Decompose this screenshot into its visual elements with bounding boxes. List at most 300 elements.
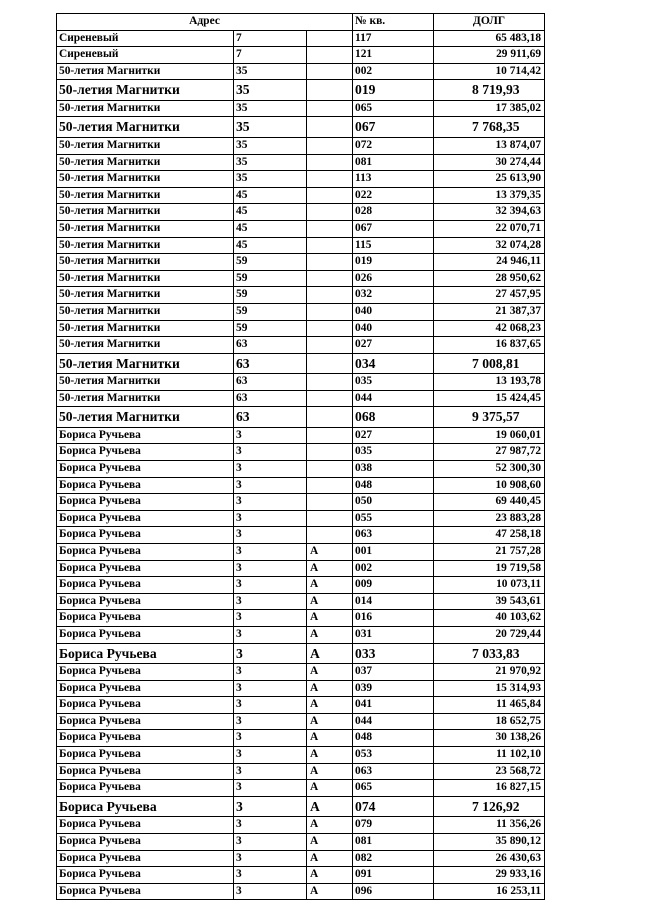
table-row: [57, 747, 545, 764]
apartment-cell: 019: [353, 80, 434, 101]
table-row: [57, 664, 545, 681]
apartment-cell: 037: [353, 664, 434, 681]
debt-cell: 7 768,35: [434, 117, 545, 138]
table-row: [57, 477, 545, 494]
debt-cell: 42 068,23: [434, 320, 545, 337]
debt-cell: 29 933,16: [434, 867, 545, 884]
debt-cell: 69 440,45: [434, 494, 545, 511]
building-letter-cell: А: [307, 850, 353, 867]
table-row: [57, 204, 545, 221]
table-row: [57, 544, 545, 561]
house-cell: 59: [234, 254, 307, 271]
building-letter-cell: [307, 444, 353, 461]
street-cell: Бориса Ручьева: [57, 680, 234, 697]
street-cell: Бориса Ручьева: [57, 627, 234, 644]
house-cell: 35: [234, 137, 307, 154]
debt-cell: 9 375,57: [434, 407, 545, 428]
table-row: [57, 80, 545, 101]
apartment-cell: 053: [353, 747, 434, 764]
table-row: [57, 47, 545, 64]
building-letter-cell: [307, 494, 353, 511]
debt-cell: 21 757,28: [434, 544, 545, 561]
street-cell: Бориса Ручьева: [57, 494, 234, 511]
table-row: [57, 510, 545, 527]
debt-cell: 13 193,78: [434, 374, 545, 391]
house-cell: 63: [234, 353, 307, 374]
debt-cell: 40 103,62: [434, 610, 545, 627]
street-cell: Бориса Ручьева: [57, 796, 234, 817]
apartment-cell: 040: [353, 303, 434, 320]
house-cell: 59: [234, 320, 307, 337]
header-address: Адрес: [57, 14, 353, 31]
table-row: [57, 374, 545, 391]
house-cell: 3: [234, 850, 307, 867]
table-row: [57, 713, 545, 730]
building-letter-cell: [307, 137, 353, 154]
street-cell: Бориса Ручьева: [57, 560, 234, 577]
table-row: [57, 780, 545, 797]
debt-cell: 16 827,15: [434, 780, 545, 797]
debt-cell: 19 060,01: [434, 427, 545, 444]
house-cell: 3: [234, 494, 307, 511]
apartment-cell: 032: [353, 287, 434, 304]
building-letter-cell: [307, 337, 353, 354]
building-letter-cell: [307, 527, 353, 544]
building-letter-cell: А: [307, 747, 353, 764]
apartment-cell: 074: [353, 796, 434, 817]
apartment-cell: 121: [353, 47, 434, 64]
apartment-cell: 115: [353, 237, 434, 254]
building-letter-cell: А: [307, 544, 353, 561]
house-cell: 59: [234, 287, 307, 304]
building-letter-cell: А: [307, 697, 353, 714]
debt-cell: 24 946,11: [434, 254, 545, 271]
apartment-cell: 027: [353, 427, 434, 444]
house-cell: 7: [234, 30, 307, 47]
apartment-cell: 041: [353, 697, 434, 714]
house-cell: 3: [234, 461, 307, 478]
table-row: [57, 63, 545, 80]
house-cell: 3: [234, 833, 307, 850]
house-cell: 3: [234, 817, 307, 834]
street-cell: Бориса Ручьева: [57, 461, 234, 478]
house-cell: 3: [234, 643, 307, 664]
building-letter-cell: А: [307, 627, 353, 644]
street-cell: Сиреневый: [57, 47, 234, 64]
house-cell: 3: [234, 544, 307, 561]
street-cell: 50-летия Магнитки: [57, 407, 234, 428]
apartment-cell: 035: [353, 444, 434, 461]
debt-cell: 15 314,93: [434, 680, 545, 697]
building-letter-cell: [307, 154, 353, 171]
house-cell: 59: [234, 303, 307, 320]
apartment-cell: 065: [353, 100, 434, 117]
table-row: [57, 220, 545, 237]
table-row: [57, 796, 545, 817]
street-cell: Бориса Ручьева: [57, 730, 234, 747]
apartment-cell: 028: [353, 204, 434, 221]
street-cell: 50-летия Магнитки: [57, 187, 234, 204]
street-cell: Бориса Ручьева: [57, 427, 234, 444]
building-letter-cell: А: [307, 833, 353, 850]
building-letter-cell: [307, 80, 353, 101]
building-letter-cell: [307, 353, 353, 374]
street-cell: Бориса Ручьева: [57, 510, 234, 527]
building-letter-cell: А: [307, 780, 353, 797]
house-cell: 3: [234, 763, 307, 780]
street-cell: Сиреневый: [57, 30, 234, 47]
street-cell: 50-летия Магнитки: [57, 353, 234, 374]
debt-cell: 11 465,84: [434, 697, 545, 714]
building-letter-cell: А: [307, 713, 353, 730]
house-cell: 3: [234, 780, 307, 797]
table-row: [57, 494, 545, 511]
table-row: [57, 100, 545, 117]
street-cell: Бориса Ручьева: [57, 763, 234, 780]
apartment-cell: 026: [353, 270, 434, 287]
house-cell: 3: [234, 664, 307, 681]
building-letter-cell: [307, 477, 353, 494]
house-cell: 3: [234, 730, 307, 747]
apartment-cell: 001: [353, 544, 434, 561]
table-row: [57, 817, 545, 834]
table-row: [57, 187, 545, 204]
apartment-cell: 117: [353, 30, 434, 47]
street-cell: 50-летия Магнитки: [57, 287, 234, 304]
apartment-cell: 050: [353, 494, 434, 511]
house-cell: 3: [234, 713, 307, 730]
street-cell: 50-летия Магнитки: [57, 204, 234, 221]
apartment-cell: 113: [353, 171, 434, 188]
building-letter-cell: А: [307, 867, 353, 884]
street-cell: 50-летия Магнитки: [57, 337, 234, 354]
street-cell: 50-летия Магнитки: [57, 171, 234, 188]
table-row: [57, 850, 545, 867]
building-letter-cell: [307, 47, 353, 64]
apartment-cell: 031: [353, 627, 434, 644]
table-row: [57, 461, 545, 478]
street-cell: Бориса Ручьева: [57, 527, 234, 544]
debt-cell: 7 008,81: [434, 353, 545, 374]
street-cell: 50-летия Магнитки: [57, 320, 234, 337]
debt-cell: 30 274,44: [434, 154, 545, 171]
debt-cell: 39 543,61: [434, 593, 545, 610]
table-row: [57, 763, 545, 780]
street-cell: 50-летия Магнитки: [57, 220, 234, 237]
debt-cell: 23 568,72: [434, 763, 545, 780]
debt-cell: 7 126,92: [434, 796, 545, 817]
street-cell: Бориса Ручьева: [57, 477, 234, 494]
debt-cell: 23 883,28: [434, 510, 545, 527]
building-letter-cell: А: [307, 577, 353, 594]
apartment-cell: 048: [353, 477, 434, 494]
street-cell: 50-летия Магнитки: [57, 237, 234, 254]
table-row: [57, 287, 545, 304]
apartment-cell: 040: [353, 320, 434, 337]
house-cell: 59: [234, 270, 307, 287]
house-cell: 3: [234, 796, 307, 817]
apartment-cell: 027: [353, 337, 434, 354]
table-row: [57, 30, 545, 47]
house-cell: 35: [234, 117, 307, 138]
house-cell: 63: [234, 390, 307, 407]
debt-cell: 30 138,26: [434, 730, 545, 747]
debt-cell: 15 424,45: [434, 390, 545, 407]
debt-cell: 10 908,60: [434, 477, 545, 494]
house-cell: 3: [234, 444, 307, 461]
header-apartment: № кв.: [353, 14, 434, 31]
apartment-cell: 048: [353, 730, 434, 747]
street-cell: Бориса Ручьева: [57, 817, 234, 834]
debt-cell: 21 387,37: [434, 303, 545, 320]
house-cell: 35: [234, 154, 307, 171]
house-cell: 35: [234, 100, 307, 117]
house-cell: 45: [234, 204, 307, 221]
house-cell: 3: [234, 883, 307, 900]
street-cell: Бориса Ручьева: [57, 883, 234, 900]
street-cell: Бориса Ручьева: [57, 643, 234, 664]
apartment-cell: 035: [353, 374, 434, 391]
debt-cell: 35 890,12: [434, 833, 545, 850]
debt-cell: 22 070,71: [434, 220, 545, 237]
house-cell: 3: [234, 560, 307, 577]
apartment-cell: 034: [353, 353, 434, 374]
debt-cell: 27 987,72: [434, 444, 545, 461]
house-cell: 3: [234, 627, 307, 644]
apartment-cell: 002: [353, 560, 434, 577]
table-row: [57, 527, 545, 544]
apartment-cell: 039: [353, 680, 434, 697]
table-row: [57, 444, 545, 461]
table-body: [57, 30, 545, 900]
table-row: [57, 730, 545, 747]
debt-cell: 25 613,90: [434, 171, 545, 188]
house-cell: 7: [234, 47, 307, 64]
table-row: [57, 560, 545, 577]
table-row: [57, 137, 545, 154]
debt-cell: 29 911,69: [434, 47, 545, 64]
table-row: [57, 867, 545, 884]
street-cell: 50-летия Магнитки: [57, 100, 234, 117]
street-cell: 50-летия Магнитки: [57, 137, 234, 154]
building-letter-cell: [307, 303, 353, 320]
building-letter-cell: А: [307, 763, 353, 780]
debt-cell: 17 385,02: [434, 100, 545, 117]
house-cell: 35: [234, 80, 307, 101]
apartment-cell: 067: [353, 220, 434, 237]
debt-cell: 13 379,35: [434, 187, 545, 204]
table-row: [57, 577, 545, 594]
debt-table: [56, 13, 545, 900]
house-cell: 3: [234, 697, 307, 714]
house-cell: 45: [234, 187, 307, 204]
apartment-cell: 068: [353, 407, 434, 428]
building-letter-cell: [307, 407, 353, 428]
apartment-cell: 002: [353, 63, 434, 80]
house-cell: 45: [234, 237, 307, 254]
debt-cell: 11 102,10: [434, 747, 545, 764]
apartment-cell: 072: [353, 137, 434, 154]
building-letter-cell: А: [307, 796, 353, 817]
apartment-cell: 063: [353, 763, 434, 780]
apartment-cell: 079: [353, 817, 434, 834]
header-debt: ДОЛГ: [434, 14, 545, 31]
apartment-cell: 067: [353, 117, 434, 138]
street-cell: Бориса Ручьева: [57, 610, 234, 627]
apartment-cell: 016: [353, 610, 434, 627]
building-letter-cell: [307, 237, 353, 254]
street-cell: 50-летия Магнитки: [57, 80, 234, 101]
street-cell: 50-летия Магнитки: [57, 390, 234, 407]
building-letter-cell: [307, 100, 353, 117]
apartment-cell: 033: [353, 643, 434, 664]
building-letter-cell: А: [307, 560, 353, 577]
table-row: [57, 833, 545, 850]
street-cell: Бориса Ручьева: [57, 593, 234, 610]
house-cell: 63: [234, 337, 307, 354]
table-row: [57, 407, 545, 428]
debt-cell: 32 394,63: [434, 204, 545, 221]
apartment-cell: 055: [353, 510, 434, 527]
debt-cell: 20 729,44: [434, 627, 545, 644]
house-cell: 3: [234, 477, 307, 494]
debt-cell: 8 719,93: [434, 80, 545, 101]
apartment-cell: 081: [353, 833, 434, 850]
street-cell: 50-летия Магнитки: [57, 117, 234, 138]
street-cell: Бориса Ручьева: [57, 577, 234, 594]
debt-cell: 10 073,11: [434, 577, 545, 594]
building-letter-cell: А: [307, 817, 353, 834]
debt-cell: 16 253,11: [434, 883, 545, 900]
table-row: [57, 337, 545, 354]
table-row: [57, 697, 545, 714]
apartment-cell: 044: [353, 390, 434, 407]
house-cell: 3: [234, 510, 307, 527]
street-cell: Бориса Ручьева: [57, 850, 234, 867]
street-cell: Бориса Ручьева: [57, 544, 234, 561]
house-cell: 63: [234, 407, 307, 428]
building-letter-cell: А: [307, 883, 353, 900]
debt-cell: 16 837,65: [434, 337, 545, 354]
table-row: [57, 154, 545, 171]
debt-cell: 26 430,63: [434, 850, 545, 867]
street-cell: 50-летия Магнитки: [57, 374, 234, 391]
street-cell: Бориса Ручьева: [57, 713, 234, 730]
house-cell: 3: [234, 527, 307, 544]
building-letter-cell: А: [307, 680, 353, 697]
house-cell: 3: [234, 680, 307, 697]
house-cell: 3: [234, 867, 307, 884]
house-cell: 3: [234, 747, 307, 764]
house-cell: 3: [234, 577, 307, 594]
apartment-cell: 063: [353, 527, 434, 544]
table-row: [57, 627, 545, 644]
house-cell: 35: [234, 171, 307, 188]
table-row: [57, 171, 545, 188]
apartment-cell: 038: [353, 461, 434, 478]
street-cell: 50-летия Магнитки: [57, 270, 234, 287]
debt-cell: 52 300,30: [434, 461, 545, 478]
table-row: [57, 883, 545, 900]
building-letter-cell: А: [307, 664, 353, 681]
debt-cell: 18 652,75: [434, 713, 545, 730]
house-cell: 3: [234, 610, 307, 627]
street-cell: Бориса Ручьева: [57, 697, 234, 714]
table-row: [57, 643, 545, 664]
building-letter-cell: А: [307, 610, 353, 627]
table-row: [57, 254, 545, 271]
table-row: [57, 680, 545, 697]
street-cell: Бориса Ручьева: [57, 867, 234, 884]
building-letter-cell: [307, 374, 353, 391]
building-letter-cell: [307, 30, 353, 47]
table-row: [57, 237, 545, 254]
street-cell: Бориса Ручьева: [57, 664, 234, 681]
building-letter-cell: [307, 390, 353, 407]
apartment-cell: 065: [353, 780, 434, 797]
debt-cell: 7 033,83: [434, 643, 545, 664]
building-letter-cell: [307, 287, 353, 304]
apartment-cell: 082: [353, 850, 434, 867]
building-letter-cell: А: [307, 593, 353, 610]
debt-cell: 10 714,42: [434, 63, 545, 80]
apartment-cell: 009: [353, 577, 434, 594]
building-letter-cell: [307, 117, 353, 138]
table-row: [57, 593, 545, 610]
table-row: [57, 303, 545, 320]
debt-cell: 21 970,92: [434, 664, 545, 681]
table-row: [57, 427, 545, 444]
debt-cell: 65 483,18: [434, 30, 545, 47]
street-cell: 50-летия Магнитки: [57, 303, 234, 320]
building-letter-cell: [307, 204, 353, 221]
apartment-cell: 014: [353, 593, 434, 610]
building-letter-cell: [307, 427, 353, 444]
debt-cell: 28 950,62: [434, 270, 545, 287]
debt-cell: 32 074,28: [434, 237, 545, 254]
street-cell: 50-летия Магнитки: [57, 154, 234, 171]
building-letter-cell: [307, 63, 353, 80]
building-letter-cell: [307, 254, 353, 271]
header-row: [57, 14, 545, 31]
apartment-cell: 044: [353, 713, 434, 730]
apartment-cell: 022: [353, 187, 434, 204]
house-cell: 3: [234, 593, 307, 610]
building-letter-cell: А: [307, 730, 353, 747]
building-letter-cell: [307, 461, 353, 478]
street-cell: Бориса Ручьева: [57, 444, 234, 461]
table-row: [57, 390, 545, 407]
debt-cell: 11 356,26: [434, 817, 545, 834]
house-cell: 35: [234, 63, 307, 80]
street-cell: Бориса Ручьева: [57, 780, 234, 797]
building-letter-cell: [307, 510, 353, 527]
street-cell: 50-летия Магнитки: [57, 63, 234, 80]
building-letter-cell: [307, 187, 353, 204]
table-row: [57, 270, 545, 287]
house-cell: 3: [234, 427, 307, 444]
table-row: [57, 353, 545, 374]
street-cell: Бориса Ручьева: [57, 747, 234, 764]
building-letter-cell: [307, 270, 353, 287]
house-cell: 45: [234, 220, 307, 237]
building-letter-cell: [307, 171, 353, 188]
debt-cell: 13 874,07: [434, 137, 545, 154]
apartment-cell: 019: [353, 254, 434, 271]
debt-cell: 47 258,18: [434, 527, 545, 544]
debt-cell: 19 719,58: [434, 560, 545, 577]
table-row: [57, 320, 545, 337]
